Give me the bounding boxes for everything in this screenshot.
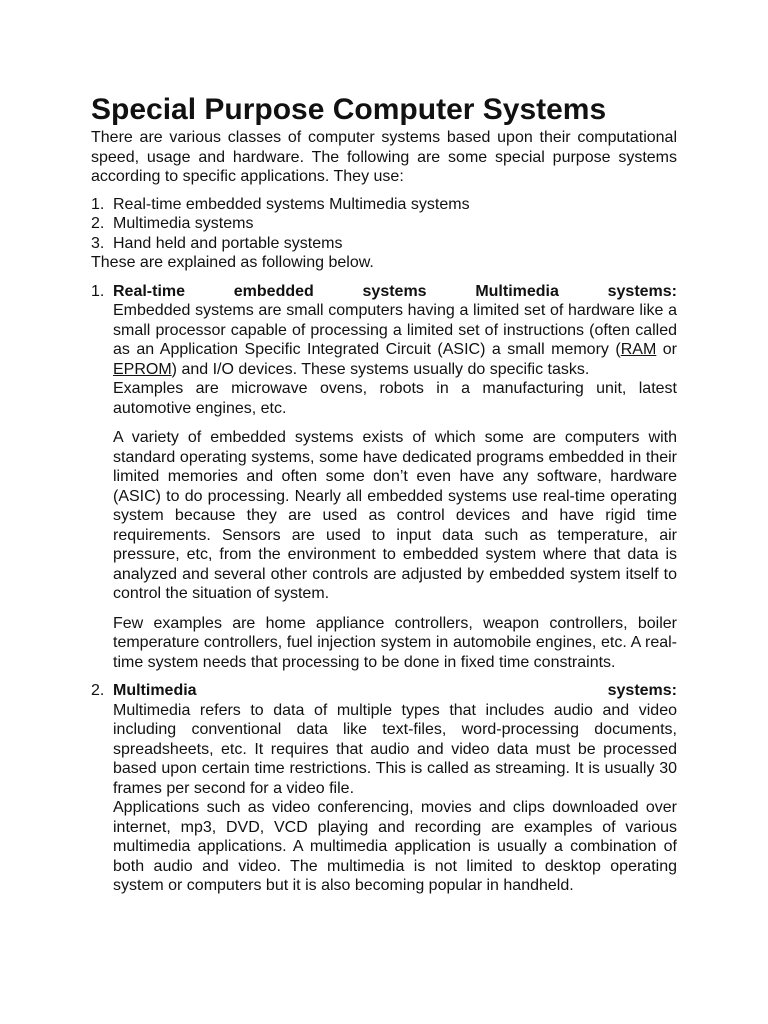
section-number: 2. [91,682,105,699]
section-paragraph: Examples are microwave ovens, robots in a manufacturing unit, latest automotive engines, etc. [113,380,677,417]
list-item-text: Multimedia systems [113,215,254,232]
section-number: 1. [91,282,105,300]
lead-sentence: These are explained as following below. [91,254,374,271]
section-paragraph: Few examples are home appliance controllers, weapon controllers, boiler temperature controllers, fuel injection system in automobile engines, etc. A real-time system needs that processing to be done in fixed time constraints. [113,614,677,671]
paragraph-text: or [656,341,678,358]
list-item [91,195,677,215]
section-paragraph: A variety of embedded systems exists of which some are computers with standard operating systems, some have dedicated programs embedded in their limited memories and often some don’t even have any software, hardware (ASIC) to do processing. Nearly all embedded systems use real-time operating system because they are used as control devices and have rigid time requirements. Sensors are used to input data such as temperature, air pressure, etc, from the environment to embedded system where that data is analyzed and several other controls are adjusted by embedded system itself to control the situation of system. [113,429,677,602]
list-item-text: Real-time embedded systems Multimedia systems [113,195,470,213]
system-types-list [91,195,677,254]
intro-paragraph: There are various classes of computer systems based upon their computational speed, usage and hardware. The following are some special purpose systems according to specific applications. They use: [91,129,677,185]
section-paragraph: Multimedia refers to data of multiple types that includes audio and video including conventional data like text-files, word-processing documents, spreadsheets, etc. It requires that audio and video data must be processed based upon certain time restrictions. This is called as streaming. It is usually 30 frames per second for a video file. [113,701,677,797]
section-heading: Real-time embedded systems Multimedia systems: [113,282,677,300]
section-multimedia-systems [91,681,677,896]
list-number: 1. [91,195,105,213]
paragraph-text: ) and I/O devices. These systems usually do specific tasks. [171,360,590,378]
list-item-text: Hand held and portable systems [113,234,343,252]
list-number: 3. [91,234,105,252]
eprom-link[interactable]: EPROM [113,360,172,378]
section-paragraph [113,301,677,379]
list-number: 2. [91,215,105,232]
section-paragraph: Applications such as video conferencing, movies and clips downloaded over internet, mp3, DVD, VCD playing and recording are examples of various multimedia applications. A multimedia application is usually a combination of both audio and video. The multimedia is not limited to desktop operating system or computers but it is also becoming popular in handheld. [113,799,677,894]
section-embedded-systems [91,282,677,673]
paragraph-text: Embedded systems are small computers having a limited set of hardware like a small processor capable of processing a limited set of instructions (often called as an Application Specific Integrated Circuit (ASIC) a small memory ( [113,302,677,358]
document-page [91,92,677,896]
list-item [91,214,677,234]
list-item [91,234,677,254]
section-heading: Multimedia systems: [113,682,677,699]
ram-link[interactable]: RAM [620,341,657,358]
page-title: Special Purpose Computer Systems [91,93,607,126]
